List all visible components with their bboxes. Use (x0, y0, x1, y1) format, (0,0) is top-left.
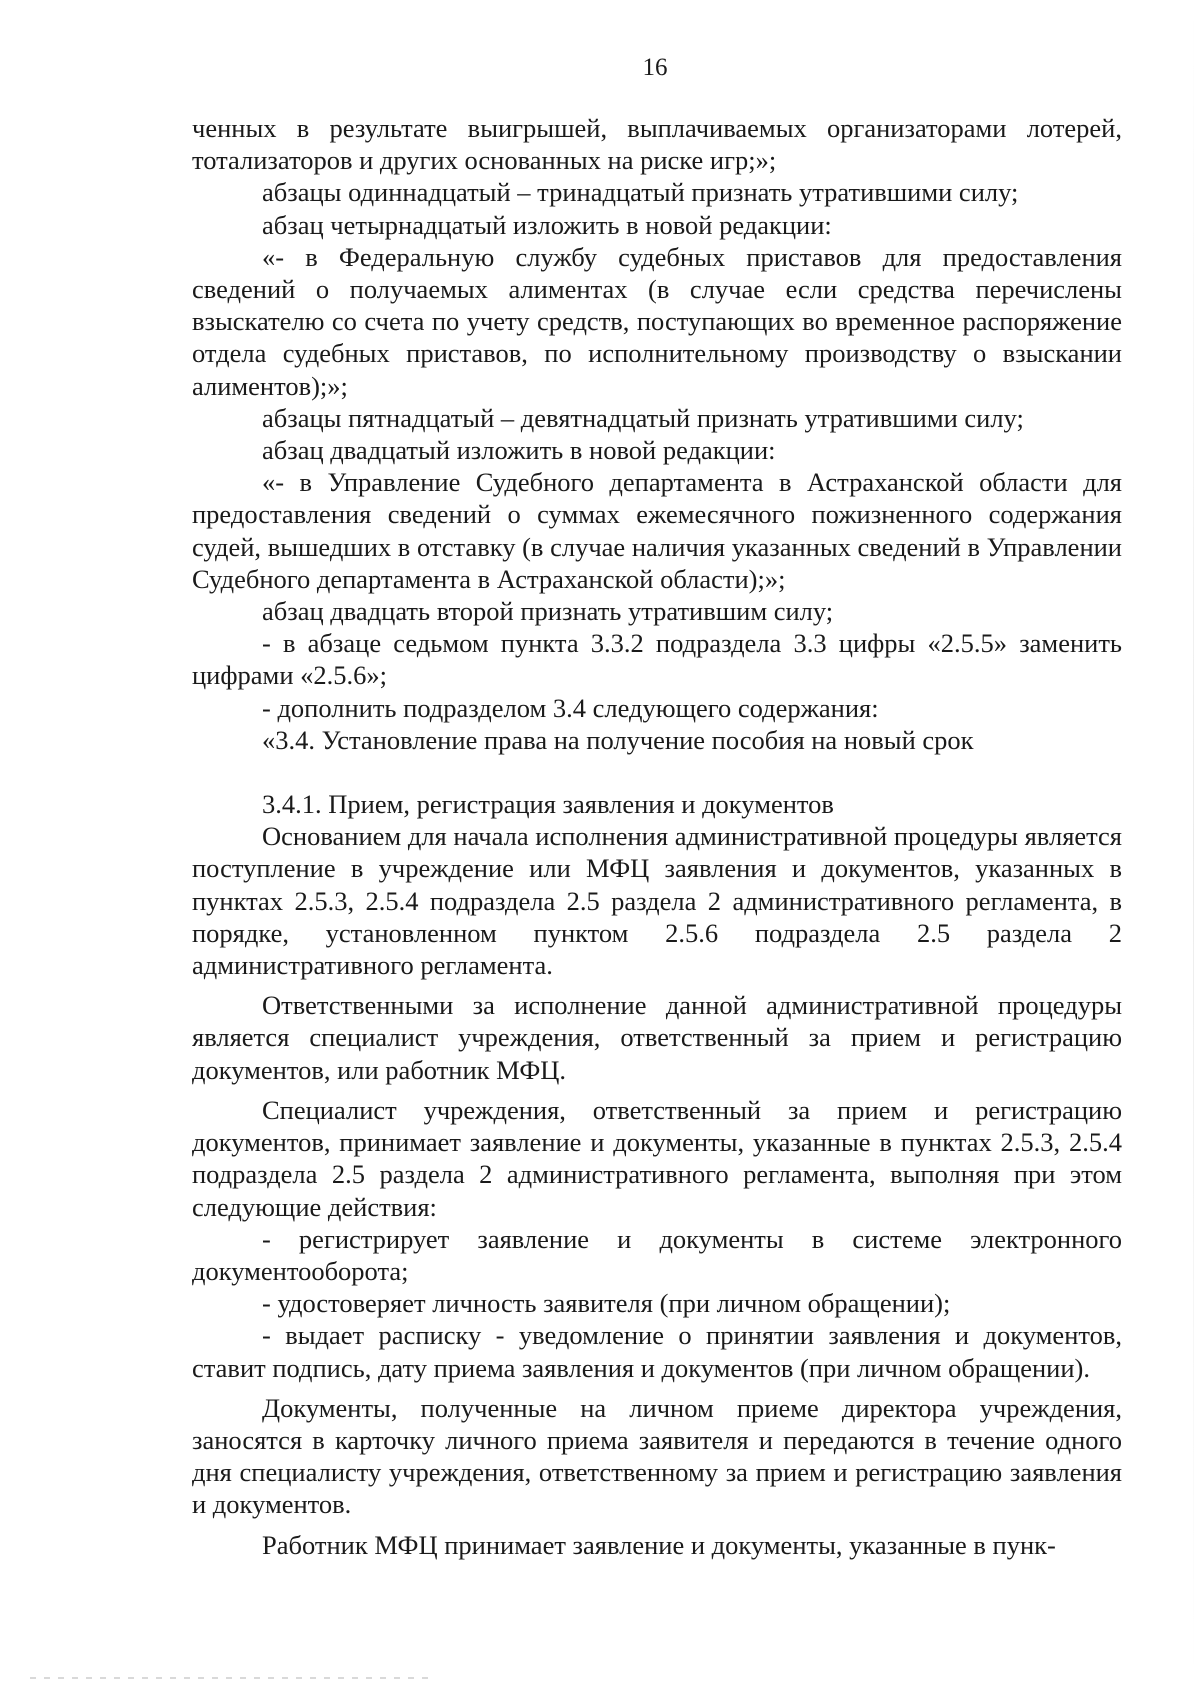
paragraph: - удостоверяет личность заявителя (при личном обращении); (262, 1288, 951, 1319)
section-heading: 3.4.1. Прием, регистрация заявления и документов (262, 789, 834, 820)
scan-bottom-artifact (30, 1677, 430, 1679)
paragraph: - в абзаце седьмом пункта 3.3.2 подраздела 3.3 цифры «2.5.5» заменить цифрами «2.5.6»; (192, 628, 1122, 691)
paragraph: «3.4. Установление права на получение пособия на новый срок (262, 724, 974, 755)
paragraph: Специалист учреждения, ответственный за прием и регистрацию документов, принимает заявление и документы, указанные в пунктах 2.5.3, 2.5.4 подраздела 2.5 раздела 2 административного регламента, выполняя при этом следующие действия: (192, 1094, 1122, 1222)
paragraph: Ответственными за исполнение данной административной процедуры является специалист учреждения, ответственный за прием и регистрацию документов, или работник МФЦ. (192, 990, 1122, 1085)
document-body (192, 112, 1122, 1561)
paragraph: - регистрирует заявление и документы в системе электронного документооборота; (192, 1223, 1122, 1286)
paragraph: Работник МФЦ принимает заявление и документы, указанные в пунк- (262, 1529, 1056, 1560)
paragraph: абзац четырнадцатый изложить в новой редакции: (262, 209, 832, 240)
paragraph: абзац двадцать второй признать утратившим силу; (262, 596, 834, 627)
paragraph: ченных в результате выигрышей, выплачиваемых организаторами лотерей, тотализаторов и других основанных на риске игр;»; (192, 113, 1122, 176)
paragraph: Документы, полученные на личном приеме директора учреждения, заносятся в карточку личного приема заявителя и передаются в течение одного дня специалисту учреждения, ответственному за прием и регистрацию заявления и документов. (192, 1392, 1122, 1520)
paragraph: абзац двадцатый изложить в новой редакции: (262, 435, 776, 466)
paragraph: «- в Управление Судебного департамента в Астраханской области для предоставления сведений о суммах ежемесячного пожизненного содержания судей, вышедших в отставку (в случае наличия указанных сведений в Управлении Судебного департамента в Астраханской области);»; (192, 467, 1122, 594)
scan-edge-artifact (1193, 0, 1194, 1685)
page-number: 16 (642, 54, 668, 81)
paragraph: - дополнить подразделом 3.4 следующего содержания: (262, 692, 879, 723)
paragraph: абзацы пятнадцатый – девятнадцатый признать утратившими силу; (262, 402, 1024, 433)
paragraph: Основанием для начала исполнения административной процедуры является поступление в учреждение или МФЦ заявления и документов, указанных в пунктах 2.5.3, 2.5.4 подраздела 2.5 раздела 2 административного регламента, в порядке, установленном пунктом 2.5.6 подраздела 2.5 раздела 2 административного регламента. (192, 821, 1122, 981)
paragraph: - выдает расписку - уведомление о принятии заявления и документов, ставит подпись, дату приема заявления и документов (при личном обращении). (192, 1320, 1122, 1383)
paragraph: «- в Федеральную службу судебных приставов для предоставления сведений о получаемых алиментах (в случае если средства перечислены взыскателю со счета по учету средств, поступающих во временное распоряжение отдела судебных приставов, по исполнительному производству о взыскании алиментов);»; (192, 241, 1122, 401)
paragraph: абзацы одиннадцатый – тринадцатый признать утратившими силу; (262, 177, 1019, 208)
